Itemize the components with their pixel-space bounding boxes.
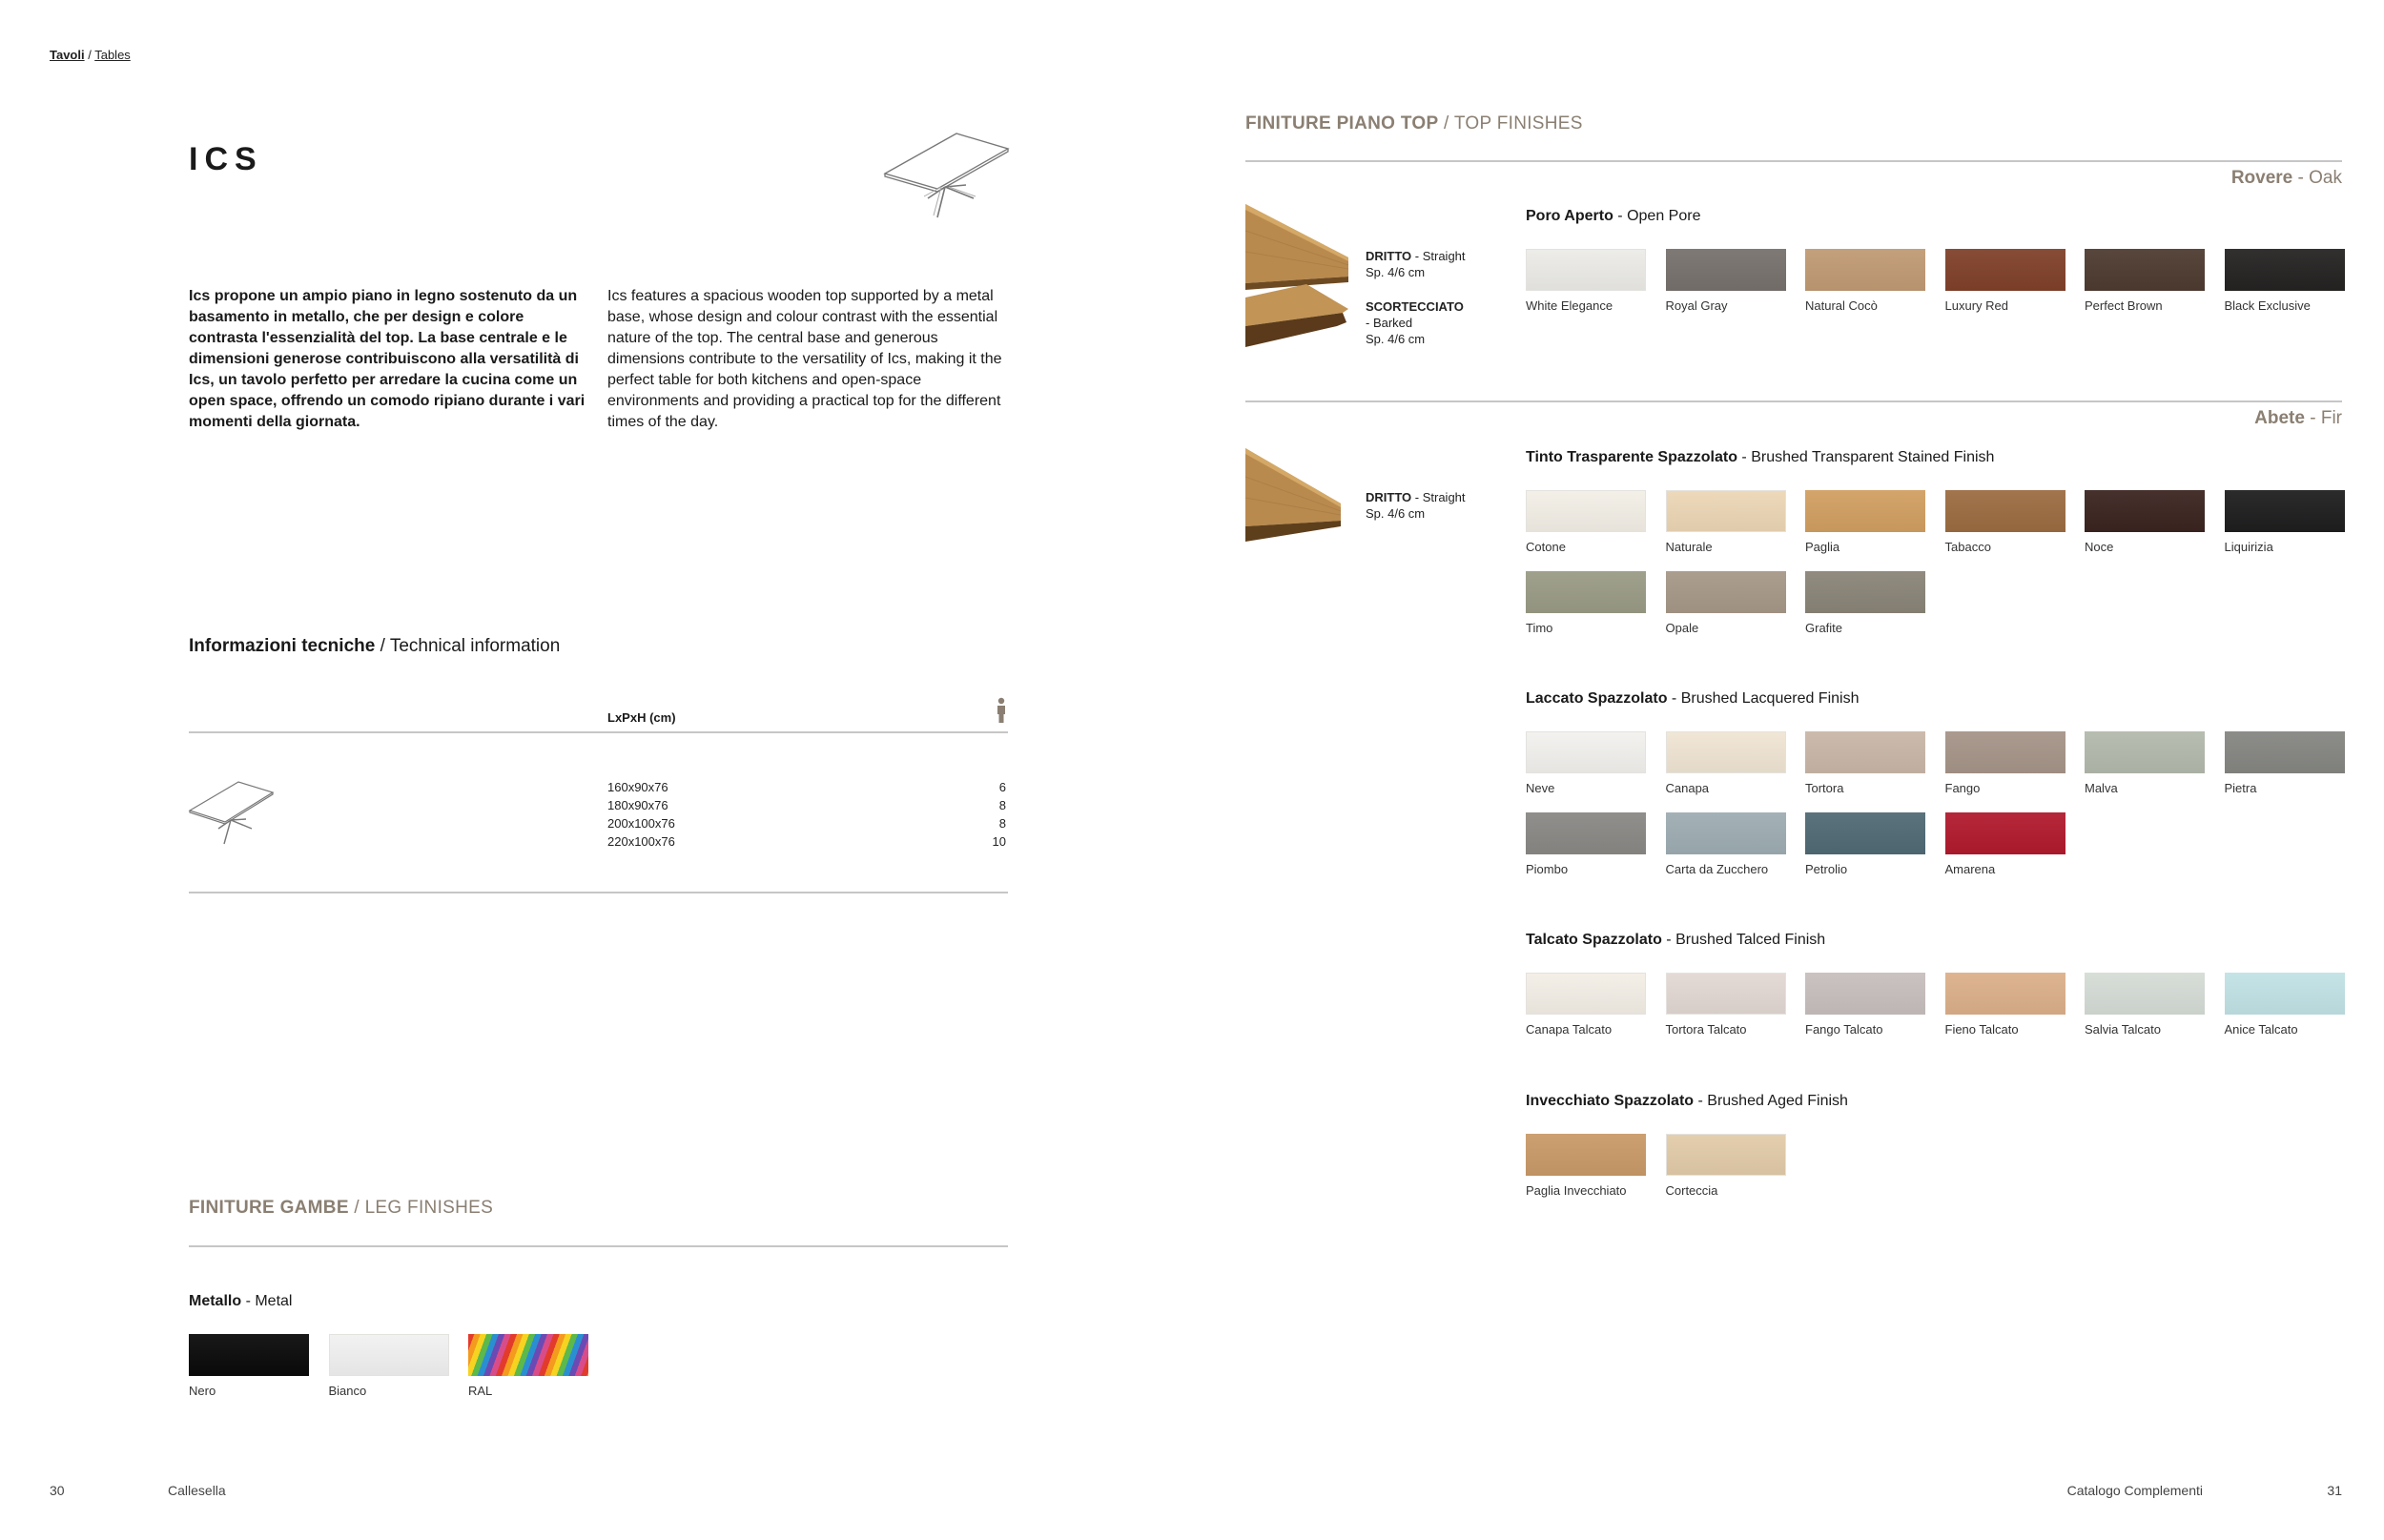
swatch-label: Tabacco [1944, 540, 1991, 554]
color-swatch[interactable] [1805, 249, 1925, 291]
color-swatch[interactable] [1666, 249, 1786, 291]
oak-swatch-grid [1526, 249, 2346, 316]
fir-edge-straight: DRITTO - Straight Sp. 4/6 cm [1366, 489, 1499, 522]
color-swatch[interactable] [1666, 812, 1786, 854]
color-swatch[interactable] [1945, 812, 2065, 854]
color-swatch[interactable] [1666, 571, 1786, 613]
tech-table [607, 779, 1012, 852]
color-swatch[interactable] [2085, 490, 2205, 532]
color-swatch[interactable] [1945, 731, 2065, 773]
size-cell: 160x90x76 [607, 780, 668, 794]
color-swatch[interactable] [1666, 973, 1786, 1015]
color-swatch[interactable] [1526, 1134, 1646, 1176]
fir-aged-swatch-grid [1526, 1134, 2346, 1201]
swatch-label: Royal Gray [1665, 298, 1728, 313]
fir-group-label-transparent: Tinto Trasparente Spazzolato - Brushed Transparent Stained Finish [1526, 449, 1995, 465]
tech-table-bottom-rule [189, 892, 1008, 893]
swatch-label: Anice Talcato [2224, 1022, 2298, 1037]
swatch-label: Pietra [2224, 781, 2257, 795]
oak-edge1-en: Straight [1422, 249, 1466, 263]
color-swatch[interactable] [1526, 812, 1646, 854]
size-cell: 200x100x76 [607, 816, 675, 831]
oak-edge-samples-icon [1245, 202, 1350, 347]
fir-group-label-talced: Talcato Spazzolato - Brushed Talced Finish [1526, 932, 1826, 948]
color-swatch[interactable] [2085, 731, 2205, 773]
swatch-label: Cotone [1526, 540, 1566, 554]
swatch-label: Canapa [1665, 781, 1710, 795]
leg-finishes-title-en: LEG FINISHES [364, 1198, 494, 1218]
color-swatch[interactable] [1805, 571, 1925, 613]
color-swatch[interactable] [329, 1334, 449, 1376]
swatch-label: Opale [1665, 621, 1699, 635]
swatch-label: RAL [468, 1384, 493, 1398]
table-row [607, 779, 1012, 797]
oak-edge2-en: Barked [1372, 316, 1413, 330]
leg-swatch-grid [189, 1334, 856, 1401]
color-swatch[interactable] [1945, 490, 2065, 532]
breadcrumb [50, 48, 131, 62]
color-swatch[interactable] [1526, 249, 1646, 291]
swatch-label: Canapa Talcato [1526, 1022, 1613, 1037]
leg-family-label: Metallo - Metal [189, 1293, 293, 1309]
description-italian: Ics propone un ampio piano in legno sostenuto da un basamento in metallo, che per design e colore contrasta l'essenzialità del top. La base centrale e le dimensioni generose contribuiscono alla versatilità di Ics, un tavolo perfetto per arredare la cucina come un open space, offrendo un comodo ripiano durante i vari momenti della giornata. [189, 288, 586, 430]
swatch-label: Nero [189, 1384, 216, 1398]
footer-catalog: Catalogo Complementi [2066, 1483, 2203, 1498]
color-swatch[interactable] [2085, 973, 2205, 1015]
color-swatch[interactable] [189, 1334, 309, 1376]
color-swatch[interactable] [1666, 731, 1786, 773]
seats-cell: 8 [998, 816, 1006, 831]
swatch-label: Petrolio [1805, 862, 1848, 876]
swatch-label: Bianco [328, 1384, 367, 1398]
size-cell: 220x100x76 [607, 834, 675, 849]
fir-group2-it: Talcato Spazzolato [1526, 932, 1662, 948]
color-swatch[interactable] [1526, 571, 1646, 613]
breadcrumb-link-tables[interactable]: Tables [94, 48, 131, 62]
top-finishes-title-en: TOP FINISHES [1453, 113, 1583, 133]
oak-edge-straight: DRITTO - Straight Sp. 4/6 cm [1366, 248, 1499, 280]
swatch-label: Naturale [1665, 540, 1713, 554]
fir-wood-en: Fir [2320, 408, 2342, 428]
oak-edge2-thickness: Sp. 4/6 cm [1366, 332, 1426, 346]
fir-talced-swatch-grid [1526, 973, 2346, 1039]
color-swatch[interactable] [1666, 490, 1786, 532]
color-swatch[interactable] [1526, 490, 1646, 532]
swatch-label: Neve [1526, 781, 1555, 795]
fir-edge1-it: DRITTO [1366, 490, 1412, 504]
oak-edge1-thickness: Sp. 4/6 cm [1366, 265, 1426, 279]
color-swatch[interactable] [2225, 731, 2345, 773]
swatch-label: Fango Talcato [1805, 1022, 1883, 1037]
color-swatch[interactable] [1945, 249, 2065, 291]
size-cell: 180x90x76 [607, 798, 668, 812]
color-swatch[interactable] [1805, 973, 1925, 1015]
footer-brand: Callesella [168, 1483, 226, 1498]
swatch-label: Amarena [1944, 862, 1996, 876]
fir-edge-sample-icon [1245, 448, 1343, 544]
tech-table-header-rule [189, 731, 1008, 733]
fir-wood-it: Abete [2254, 408, 2305, 428]
oak-rule [1245, 160, 2342, 162]
table-thumbnail-icon [187, 779, 277, 848]
breadcrumb-separator: / [84, 48, 95, 62]
seats-cell: 10 [992, 834, 1006, 849]
leg-finishes-title: FINITURE GAMBE / LEG FINISHES [189, 1198, 494, 1218]
oak-wood-it: Rovere [2230, 168, 2293, 188]
page-title: ICS [189, 141, 263, 177]
color-swatch[interactable] [1666, 1134, 1786, 1176]
oak-family-en: Open Pore [1627, 208, 1701, 224]
color-swatch[interactable] [1805, 731, 1925, 773]
page-number-left: 30 [50, 1483, 65, 1498]
person-icon [995, 697, 1008, 724]
swatch-label: Paglia [1805, 540, 1840, 554]
oak-wood-label: Rovere - Oak [2230, 168, 2342, 188]
fir-group0-it: Tinto Trasparente Spazzolato [1526, 449, 1737, 465]
leg-family-en: Metal [255, 1293, 293, 1309]
swatch-label: Paglia Invecchiato [1526, 1183, 1627, 1198]
color-swatch[interactable] [2225, 249, 2345, 291]
table-row [607, 815, 1012, 833]
swatch-label: Timo [1526, 621, 1553, 635]
tech-info-title-en: Technical information [389, 636, 561, 656]
color-swatch[interactable] [1805, 812, 1925, 854]
seats-cell: 6 [998, 780, 1006, 794]
leg-finishes-rule [189, 1245, 1008, 1247]
fir-group3-en: Brushed Aged Finish [1707, 1093, 1848, 1109]
swatch-label: Liquirizia [2224, 540, 2273, 554]
oak-edge1-it: DRITTO [1366, 249, 1412, 263]
fir-rule [1245, 400, 2342, 402]
leg-finishes-title-it: FINITURE GAMBE [189, 1198, 349, 1218]
table-drawing-icon [882, 130, 1011, 221]
fir-group-label-lacquered: Laccato Spazzolato - Brushed Lacquered Finish [1526, 690, 1860, 707]
swatch-label: Tortora Talcato [1665, 1022, 1747, 1037]
oak-wood-en: Oak [2309, 168, 2342, 188]
fir-wood-label: Abete - Fir [2254, 408, 2342, 428]
swatch-label: Malva [2085, 781, 2118, 795]
leg-family-it: Metallo [189, 1293, 242, 1309]
color-swatch[interactable] [2225, 973, 2345, 1015]
swatch-label: Black Exclusive [2224, 298, 2311, 313]
seats-cell: 8 [998, 798, 1006, 812]
top-finishes-title-it: FINITURE PIANO TOP [1245, 113, 1439, 133]
swatch-label: Grafite [1805, 621, 1843, 635]
oak-family-it: Poro Aperto [1526, 208, 1613, 224]
swatch-label: Natural Cocò [1805, 298, 1878, 313]
tech-info-title: Informazioni tecniche / Technical information [189, 636, 561, 656]
swatch-label: Noce [2085, 540, 2114, 554]
color-swatch[interactable] [1805, 490, 1925, 532]
swatch-label: Piombo [1526, 862, 1569, 876]
color-swatch[interactable] [468, 1334, 588, 1376]
color-swatch[interactable] [1526, 731, 1646, 773]
fir-transparent-swatch-grid [1526, 490, 2346, 643]
fir-group3-it: Invecchiato Spazzolato [1526, 1093, 1695, 1109]
page-number-right: 31 [2327, 1483, 2342, 1498]
color-swatch[interactable] [1945, 973, 2065, 1015]
table-row [607, 797, 1012, 815]
oak-family-label: Poro Aperto - Open Pore [1526, 208, 1701, 224]
top-finishes-title: FINITURE PIANO TOP / TOP FINISHES [1245, 113, 1583, 133]
swatch-label: Fango [1944, 781, 1981, 795]
fir-group-label-aged: Invecchiato Spazzolato - Brushed Aged Finish [1526, 1093, 1848, 1109]
swatch-label: Salvia Talcato [2085, 1022, 2161, 1037]
oak-edge-barked: SCORTECCIATO - Barked Sp. 4/6 cm [1366, 298, 1499, 347]
table-row [607, 833, 1012, 852]
fir-edge1-thickness: Sp. 4/6 cm [1366, 506, 1426, 521]
swatch-label: Luxury Red [1944, 298, 2008, 313]
color-swatch[interactable] [2225, 490, 2345, 532]
swatch-label: Corteccia [1665, 1183, 1718, 1198]
fir-group0-en: Brushed Transparent Stained Finish [1751, 449, 1995, 465]
breadcrumb-link-tavoli[interactable]: Tavoli [50, 48, 85, 62]
color-swatch[interactable] [1526, 973, 1646, 1015]
swatch-label: White Elegance [1526, 298, 1613, 313]
fir-group1-en: Brushed Lacquered Finish [1680, 690, 1860, 707]
tech-info-title-it: Informazioni tecniche [189, 636, 376, 656]
oak-edge2-it: SCORTECCIATO [1366, 299, 1464, 314]
swatch-label: Fieno Talcato [1944, 1022, 2019, 1037]
description-english: Ics features a spacious wooden top supported by a metal base, whose design and colour contrast with the essential nature of the top. The central base and generous dimensions contribute to the versatility of Ics, making it the perfect table for both kitchens and open-space environments and providing a practical top for the different times of the day. [607, 288, 1002, 430]
fir-edge1-en: Straight [1422, 490, 1466, 504]
swatch-label: Perfect Brown [2085, 298, 2163, 313]
swatch-label: Tortora [1805, 781, 1844, 795]
dimensions-column-header: LxPxH (cm) [607, 710, 676, 725]
swatch-label: Carta da Zucchero [1665, 862, 1769, 876]
color-swatch[interactable] [2085, 249, 2205, 291]
fir-group2-en: Brushed Talced Finish [1675, 932, 1826, 948]
fir-lacquered-swatch-grid [1526, 731, 2346, 884]
fir-group1-it: Laccato Spazzolato [1526, 690, 1668, 707]
